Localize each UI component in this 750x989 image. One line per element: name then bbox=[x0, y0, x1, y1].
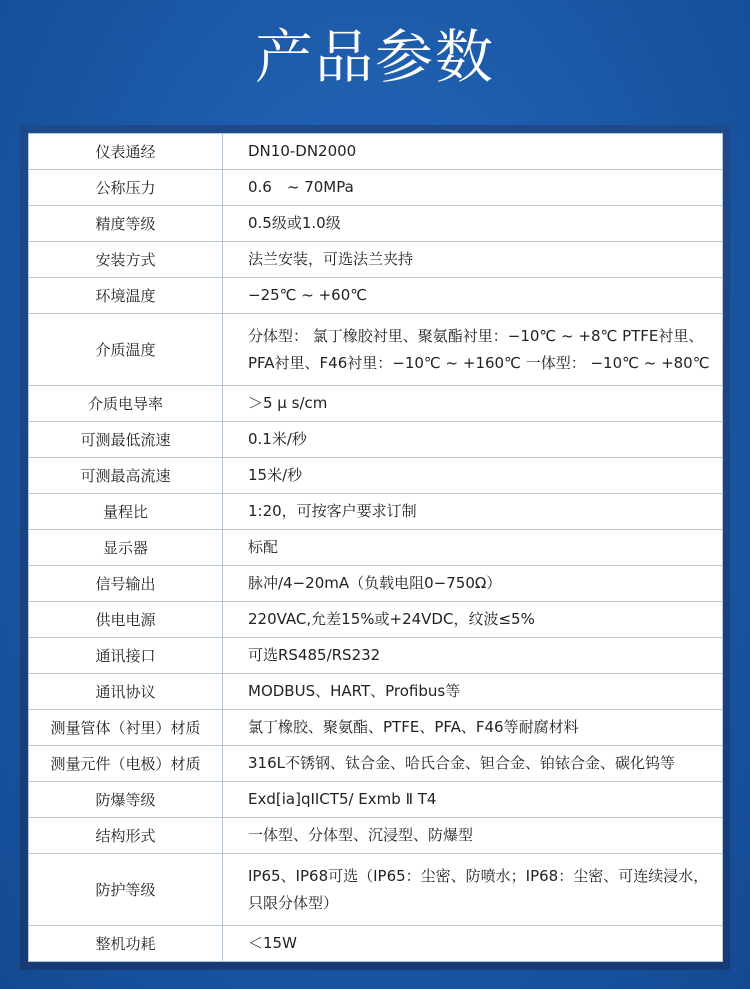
param-value: 15米/秒 bbox=[223, 458, 723, 494]
param-value: 脉冲/4−20mA（负载电阻0−750Ω） bbox=[223, 566, 723, 602]
table-row bbox=[29, 206, 723, 242]
param-label: 显示器 bbox=[29, 530, 223, 566]
param-value: 316L不锈钢、钛合金、哈氏合金、钽合金、铂铱合金、碳化钨等 bbox=[223, 746, 723, 782]
param-value: 可选RS485/RS232 bbox=[223, 638, 723, 674]
param-label: 通讯协议 bbox=[29, 674, 223, 710]
param-label: 测量元件（电极）材质 bbox=[29, 746, 223, 782]
param-value: −25℃ ~ +60℃ bbox=[223, 278, 723, 314]
param-label: 介质电导率 bbox=[29, 386, 223, 422]
table-row bbox=[29, 386, 723, 422]
table-row bbox=[29, 926, 723, 962]
table-row bbox=[29, 782, 723, 818]
param-label: 整机功耗 bbox=[29, 926, 223, 962]
param-value: MODBUS、HART、Profibus等 bbox=[223, 674, 723, 710]
table-row bbox=[29, 674, 723, 710]
param-label: 介质温度 bbox=[29, 314, 223, 386]
table-row bbox=[29, 638, 723, 674]
param-label: 信号输出 bbox=[29, 566, 223, 602]
table-row bbox=[29, 746, 723, 782]
table-row bbox=[29, 602, 723, 638]
param-label: 公称压力 bbox=[29, 170, 223, 206]
param-label: 可测最低流速 bbox=[29, 422, 223, 458]
table-row bbox=[29, 530, 723, 566]
param-label: 量程比 bbox=[29, 494, 223, 530]
parameter-table bbox=[28, 133, 723, 962]
table-row bbox=[29, 458, 723, 494]
table-row bbox=[29, 494, 723, 530]
table-row bbox=[29, 170, 723, 206]
param-value: 1:20，可按客户要求订制 bbox=[223, 494, 723, 530]
page-title: 产品参数 bbox=[254, 23, 495, 91]
table-row bbox=[29, 278, 723, 314]
param-value: ＜15W bbox=[223, 926, 723, 962]
table-row bbox=[29, 422, 723, 458]
param-value: 氯丁橡胶、聚氨酯、PTFE、PFA、F46等耐腐材料 bbox=[223, 710, 723, 746]
param-value: 法兰安装，可选法兰夹持 bbox=[223, 242, 723, 278]
table-row bbox=[29, 854, 723, 926]
param-value: ＞5 μ s/cm bbox=[223, 386, 723, 422]
param-label: 环境温度 bbox=[29, 278, 223, 314]
param-label: 精度等级 bbox=[29, 206, 223, 242]
param-value: 0.1米/秒 bbox=[223, 422, 723, 458]
param-label: 结构形式 bbox=[29, 818, 223, 854]
param-value: 一体型、分体型、沉浸型、防爆型 bbox=[223, 818, 723, 854]
param-value: 分体型： 氯丁橡胶衬里、聚氨酯衬里：−10℃ ~ +8℃ PTFE衬里、PFA衬里、F46衬里：−10℃ ~ +160℃ 一体型： −10℃ ~ +80℃ bbox=[223, 314, 723, 386]
param-value: 0.5级或1.0级 bbox=[223, 206, 723, 242]
param-label: 供电电源 bbox=[29, 602, 223, 638]
param-value: Exd[ia]qIICT5/ Exmb Ⅱ T4 bbox=[223, 782, 723, 818]
param-value: DN10-DN2000 bbox=[223, 134, 723, 170]
table-row bbox=[29, 566, 723, 602]
param-label: 安装方式 bbox=[29, 242, 223, 278]
table-row bbox=[29, 710, 723, 746]
param-label: 防护等级 bbox=[29, 854, 223, 926]
param-value: IP65、IP68可选（IP65：尘密、防喷水；IP68：尘密、可连续浸水，只限分体型） bbox=[223, 854, 723, 926]
param-label: 可测最高流速 bbox=[29, 458, 223, 494]
param-value: 0.6 ~ 70MPa bbox=[223, 170, 723, 206]
param-label: 仪表通经 bbox=[29, 134, 223, 170]
param-label: 防爆等级 bbox=[29, 782, 223, 818]
table-row bbox=[29, 314, 723, 386]
table-row bbox=[29, 134, 723, 170]
param-value: 220VAC,允差15%或+24VDC，纹波≤5% bbox=[223, 602, 723, 638]
param-label: 通讯接口 bbox=[29, 638, 223, 674]
param-value: 标配 bbox=[223, 530, 723, 566]
table-row bbox=[29, 242, 723, 278]
table-row bbox=[29, 818, 723, 854]
param-label: 测量管体（衬里）材质 bbox=[29, 710, 223, 746]
